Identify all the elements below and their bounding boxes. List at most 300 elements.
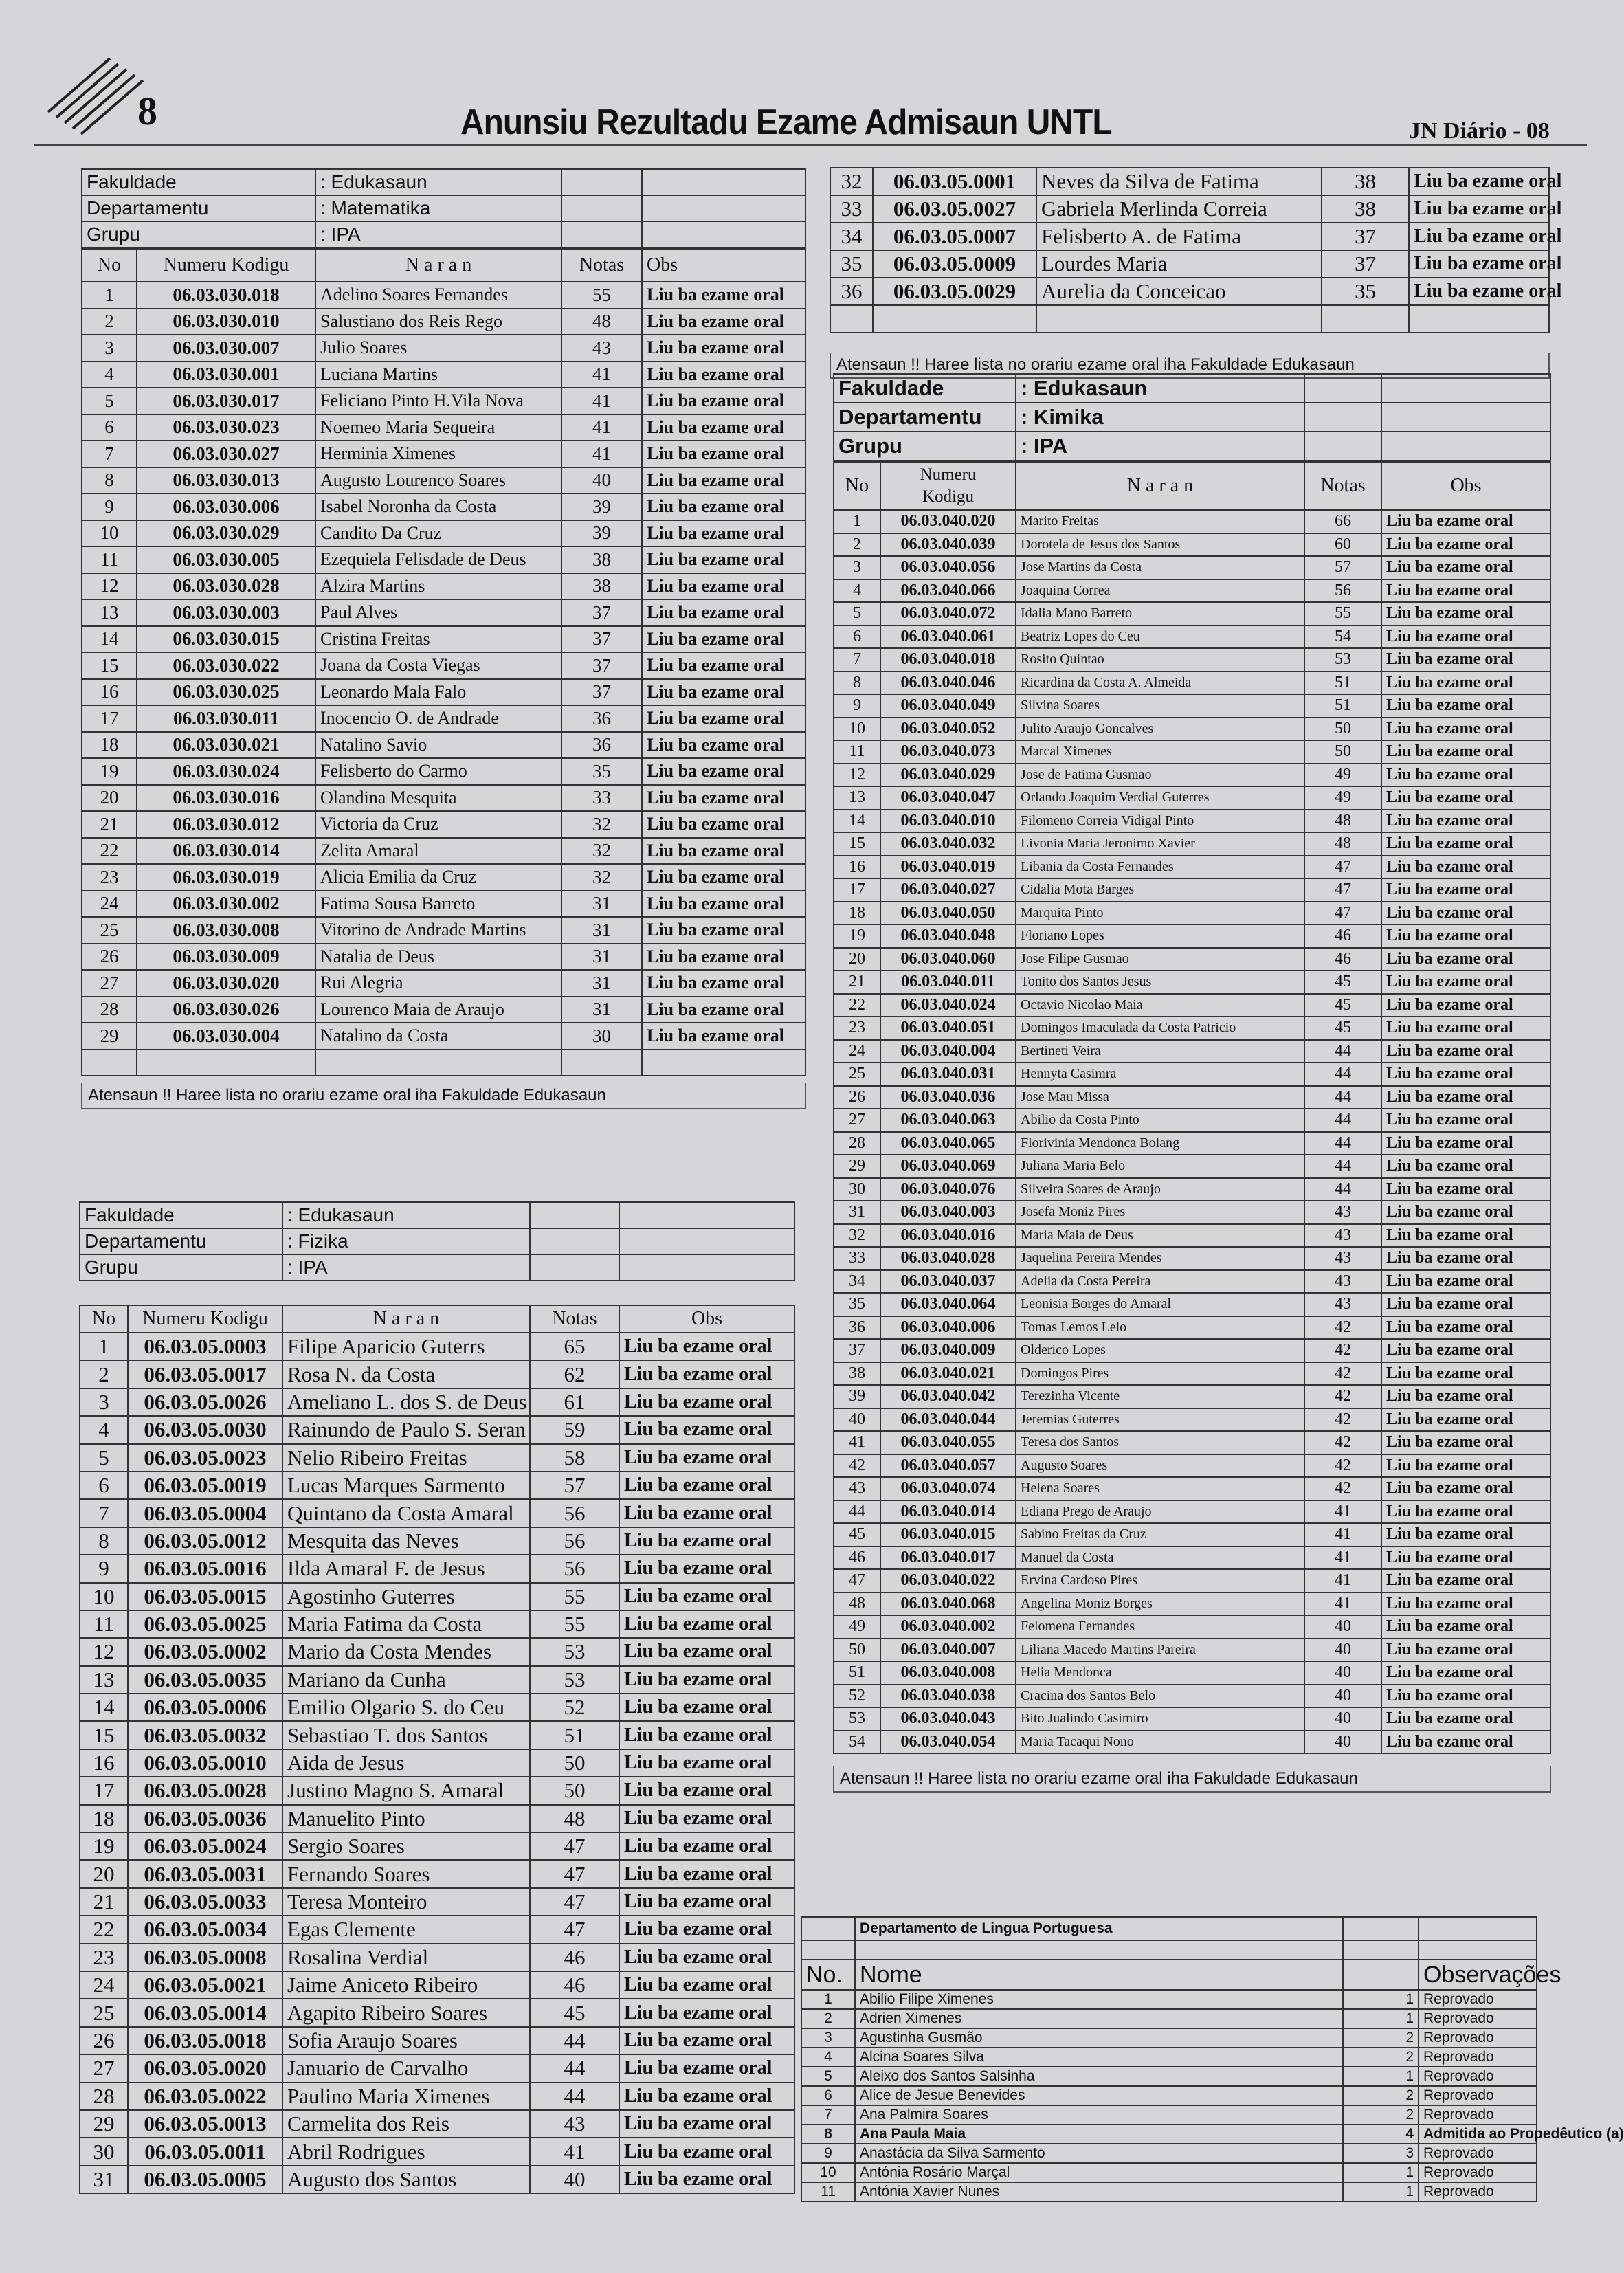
row-naran: Filomeno Correia Vidigal Pinto [1016, 810, 1304, 833]
row-codigo: 06.03.030.016 [137, 785, 315, 812]
empty-cell [137, 1050, 315, 1076]
row-no: 23 [80, 1944, 128, 1971]
row-naran: Silvina Soares [1016, 694, 1304, 718]
row-obs: Liu ba ezame oral [642, 282, 805, 309]
row-obs: Liu ba ezame oral [642, 573, 805, 600]
kimika-table [833, 461, 1551, 1754]
row-obs: Liu ba ezame oral [642, 891, 805, 918]
row-codigo: 06.03.05.0003 [128, 1333, 282, 1360]
row-naran: Ervina Cardoso Pires [1016, 1569, 1304, 1593]
table-row [80, 1638, 794, 1665]
row-codigo: 06.03.040.068 [880, 1593, 1016, 1616]
table-row [834, 1316, 1550, 1340]
row-no: 3 [834, 556, 880, 579]
row-no: 54 [834, 1731, 880, 1754]
row-codigo: 06.03.040.014 [880, 1500, 1016, 1524]
row-naran: Domingos Imaculada da Costa Patricio [1016, 1017, 1304, 1040]
meta-value: : IPA [282, 1254, 530, 1280]
row-codigo: 06.03.05.0020 [128, 2054, 282, 2082]
row-naran: Victoria da Cruz [315, 811, 561, 838]
row-naran: Octavio Nicolao Maia [1016, 994, 1304, 1017]
row-naran: Rosito Quintao [1016, 648, 1304, 672]
meta-empty [642, 195, 805, 221]
row-codigo: 06.03.040.029 [880, 764, 1016, 787]
header-rule [34, 144, 1587, 146]
row-obs: Liu ba ezame oral [619, 1944, 794, 1971]
meta-empty [642, 169, 805, 195]
row-notas: 52 [530, 1694, 619, 1721]
table-row [834, 672, 1550, 695]
table-row [834, 1385, 1550, 1408]
table-row [834, 1523, 1550, 1546]
row-naran: Jose Martins da Costa [1016, 556, 1304, 579]
row-codigo: 06.03.030.013 [137, 467, 315, 494]
row-no: 37 [834, 1339, 880, 1362]
row-naran: Nelio Ribeiro Freitas [282, 1444, 530, 1472]
row-naran: Maria Maia de Deus [1016, 1224, 1304, 1248]
table-row [82, 891, 805, 918]
row-notas: 47 [530, 1916, 619, 1943]
row-no: 22 [82, 838, 137, 865]
row-obs: Liu ba ezame oral [642, 626, 805, 653]
table-row [834, 1454, 1550, 1478]
row-notas: 53 [530, 1638, 619, 1665]
row-no: 9 [80, 1555, 128, 1582]
table-row [82, 811, 805, 838]
fizika-section [79, 1201, 795, 2194]
table-row [834, 1569, 1550, 1593]
row-nome: Antónia Xavier Nunes [855, 2182, 1343, 2202]
row-notas: 36 [561, 732, 642, 759]
row-naran: Libania da Costa Fernandes [1016, 856, 1304, 879]
row-naran: Felomena Fernandes [1016, 1615, 1304, 1639]
row-obs: Liu ba ezame oral [642, 944, 805, 971]
row-notas: 40 [561, 467, 642, 494]
row-notas: 31 [561, 944, 642, 971]
row-naran: Rainundo de Paulo S. Seran [282, 1416, 530, 1443]
row-obs: Liu ba ezame oral [619, 1832, 794, 1860]
row-codigo: 06.03.030.012 [137, 811, 315, 838]
row-no: 16 [834, 856, 880, 879]
table-row [82, 864, 805, 891]
meta-value: : Fizika [282, 1228, 530, 1254]
row-obs: Reprovado [1419, 2067, 1537, 2086]
row-no: 4 [801, 2048, 855, 2067]
row-obs: Liu ba ezame oral [1381, 1685, 1550, 1708]
row-codigo: 06.03.05.0019 [128, 1472, 282, 1499]
row-codigo: 06.03.040.055 [880, 1431, 1016, 1454]
row-notas: 41 [1304, 1500, 1381, 1524]
row-obs: Liu ba ezame oral [1381, 1661, 1550, 1685]
row-naran: Agapito Ribeiro Soares [282, 1999, 530, 2026]
row-notas: 44 [530, 2027, 619, 2054]
row-naran: Agostinho Guterres [282, 1583, 530, 1610]
row-notas: 44 [1304, 1040, 1381, 1063]
row-notas: 56 [530, 1499, 619, 1527]
row-naran: Livonia Maria Jeronimo Xavier [1016, 832, 1304, 856]
empty-cell [315, 1050, 561, 1076]
row-naran: Ameliano L. dos S. de Deus [282, 1388, 530, 1416]
row-obs: Liu ba ezame oral [619, 1555, 794, 1582]
row-codigo: 06.03.030.024 [137, 758, 315, 785]
table-row [801, 2067, 1537, 2086]
row-codigo: 06.03.030.011 [137, 705, 315, 732]
row-codigo: 06.03.030.029 [137, 520, 315, 547]
portuguesa-title-spacer-2 [1343, 1917, 1419, 1940]
row-naran: Fernando Soares [282, 1860, 530, 1887]
meta-row [80, 1228, 794, 1254]
row-obs: Reprovado [1419, 2105, 1537, 2125]
meta-row [82, 221, 805, 247]
row-no: 11 [82, 546, 137, 573]
row-no: 23 [834, 1017, 880, 1040]
row-obs: Liu ba ezame oral [1381, 579, 1550, 603]
row-obs: Liu ba ezame oral [1381, 1569, 1550, 1593]
row-no: 14 [834, 810, 880, 833]
row-notas: 44 [1304, 1086, 1381, 1109]
row-obs: Liu ba ezame oral [1381, 1040, 1550, 1063]
row-obs: Liu ba ezame oral [642, 838, 805, 865]
row-no: 13 [80, 1666, 128, 1694]
row-nota: 3 [1343, 2144, 1419, 2163]
table-row [834, 1339, 1550, 1362]
table-row [80, 2054, 794, 2082]
row-obs: Liu ba ezame oral [1381, 556, 1550, 579]
row-codigo: 06.03.05.0012 [128, 1527, 282, 1555]
row-naran: Herminia Ximenes [315, 441, 561, 467]
row-codigo: 06.03.030.004 [137, 1023, 315, 1050]
row-obs: Liu ba ezame oral [1381, 1431, 1550, 1454]
row-nome: Abilio Filipe Ximenes [855, 1990, 1343, 2009]
row-no: 34 [834, 1270, 880, 1294]
row-notas: 31 [561, 891, 642, 918]
table-row [82, 679, 805, 706]
kimika-meta [833, 373, 1551, 461]
table-row [834, 1017, 1550, 1040]
table-row [82, 441, 805, 467]
row-notas: 44 [1304, 1132, 1381, 1155]
table-row [834, 1178, 1550, 1201]
meta-empty [530, 1228, 619, 1254]
row-no: 16 [82, 679, 137, 706]
row-codigo: 06.03.05.0036 [128, 1805, 282, 1832]
row-no: 6 [80, 1472, 128, 1499]
row-no: 32 [830, 168, 873, 195]
table-row [80, 1749, 794, 1777]
row-codigo: 06.03.040.074 [880, 1477, 1016, 1500]
row-naran: Augusto dos Santos [282, 2166, 530, 2193]
row-no: 26 [80, 2027, 128, 2054]
row-naran: Quintano da Costa Amaral [282, 1499, 530, 1527]
col-naran: N a r a n [315, 249, 561, 282]
table-row [80, 1916, 794, 1943]
matematika-table [81, 248, 806, 1076]
fizika-meta [79, 1201, 795, 1281]
table-row [80, 2083, 794, 2110]
row-naran: Zelita Amaral [315, 838, 561, 865]
row-naran: Rosalina Verdial [282, 1944, 530, 1971]
table-row [834, 971, 1550, 994]
row-no: 50 [834, 1639, 880, 1662]
empty-row [830, 305, 1549, 333]
row-naran: Angelina Moniz Borges [1016, 1593, 1304, 1616]
row-no: 40 [834, 1408, 880, 1432]
table-row [834, 510, 1550, 533]
row-naran: Floriano Lopes [1016, 924, 1304, 948]
row-obs: Liu ba ezame oral [1409, 195, 1549, 223]
row-obs: Liu ba ezame oral [1381, 694, 1550, 718]
row-notas: 48 [1304, 832, 1381, 856]
row-codigo: 06.03.05.0010 [128, 1749, 282, 1777]
row-naran: Filipe Aparicio Guterrs [282, 1333, 530, 1360]
row-obs: Liu ba ezame oral [642, 520, 805, 547]
row-naran: Sabino Freitas da Cruz [1016, 1523, 1304, 1546]
row-no: 9 [82, 494, 137, 520]
row-naran: Salustiano dos Reis Rego [315, 309, 561, 335]
row-no: 4 [80, 1416, 128, 1443]
row-obs: Liu ba ezame oral [619, 1583, 794, 1610]
row-codigo: 06.03.05.0018 [128, 2027, 282, 2054]
row-obs: Liu ba ezame oral [1381, 1731, 1550, 1754]
table-row [80, 1694, 794, 1721]
row-no: 24 [80, 1971, 128, 1999]
table-row [834, 902, 1550, 925]
row-no: 19 [82, 758, 137, 785]
row-no: 28 [80, 2083, 128, 2110]
row-obs: Liu ba ezame oral [642, 811, 805, 838]
row-codigo: 06.03.040.022 [880, 1569, 1016, 1593]
row-notas: 31 [561, 917, 642, 944]
col-obs: Observações [1419, 1960, 1537, 1990]
row-naran: Ezequiela Felisdade de Deus [315, 546, 561, 573]
row-notas: 48 [1304, 810, 1381, 833]
row-notas: 45 [530, 1999, 619, 2026]
meta-key: Grupu [82, 221, 315, 247]
row-obs: Reprovado [1419, 2086, 1537, 2105]
row-naran: Julio Soares [315, 335, 561, 362]
row-notas: 43 [1304, 1247, 1381, 1270]
row-notas: 51 [1304, 672, 1381, 695]
row-codigo: 06.03.05.0001 [873, 168, 1036, 195]
row-notas: 44 [1304, 1155, 1381, 1178]
row-codigo: 06.03.040.076 [880, 1178, 1016, 1201]
row-naran: Jose de Fatima Gusmao [1016, 764, 1304, 787]
row-no: 36 [834, 1316, 880, 1340]
row-notas: 45 [1304, 994, 1381, 1017]
table-row [834, 832, 1550, 856]
row-codigo: 06.03.030.002 [137, 891, 315, 918]
row-no: 12 [834, 764, 880, 787]
row-nota: 1 [1343, 2163, 1419, 2182]
empty-cell [1409, 305, 1549, 333]
row-codigo: 06.03.040.060 [880, 948, 1016, 971]
row-obs: Liu ba ezame oral [1381, 832, 1550, 856]
row-nome: Adrien Ximenes [855, 2009, 1343, 2028]
row-obs: Liu ba ezame oral [1381, 902, 1550, 925]
meta-empty [530, 1254, 619, 1280]
table-row [80, 1610, 794, 1638]
row-naran: Feliciano Pinto H.Vila Nova [315, 388, 561, 414]
row-obs: Liu ba ezame oral [619, 1499, 794, 1527]
row-nota: 4 [1343, 2125, 1419, 2144]
row-naran: Lourdes Maria [1036, 250, 1322, 278]
meta-empty [1381, 432, 1550, 461]
row-notas: 41 [1304, 1569, 1381, 1593]
row-codigo: 06.03.040.064 [880, 1293, 1016, 1316]
row-codigo: 06.03.040.072 [880, 602, 1016, 625]
row-codigo: 06.03.05.0032 [128, 1721, 282, 1749]
row-nota: 1 [1343, 2182, 1419, 2202]
row-notas: 48 [530, 1805, 619, 1832]
row-obs: Liu ba ezame oral [619, 2166, 794, 2193]
table-row [80, 2166, 794, 2193]
row-notas: 37 [561, 599, 642, 626]
table-row [82, 944, 805, 971]
meta-empty [642, 221, 805, 247]
row-notas: 47 [530, 1860, 619, 1887]
row-notas: 38 [561, 546, 642, 573]
table-row [834, 924, 1550, 948]
row-notas: 42 [1304, 1316, 1381, 1340]
table-row [834, 1731, 1550, 1754]
row-obs: Liu ba ezame oral [619, 1638, 794, 1665]
row-naran: Ricardina da Costa A. Almeida [1016, 672, 1304, 695]
table-row [801, 1990, 1537, 2009]
row-codigo: 06.03.040.050 [880, 902, 1016, 925]
row-obs: Liu ba ezame oral [619, 1860, 794, 1887]
row-no: 8 [834, 672, 880, 695]
row-naran: Lourenco Maia de Araujo [315, 997, 561, 1023]
table-row [80, 2110, 794, 2138]
table-row [82, 335, 805, 362]
fizika-note: Atensaun !! Haree lista no orariu ezame oral iha Fakuldade Edukasaun [830, 353, 1550, 379]
row-naran: Alicia Emilia da Cruz [315, 864, 561, 891]
row-naran: Juliana Maria Belo [1016, 1155, 1304, 1178]
row-naran: Jaime Aniceto Ribeiro [282, 1971, 530, 1999]
row-notas: 65 [530, 1333, 619, 1360]
row-nome: Anastácia da Silva Sarmento [855, 2144, 1343, 2163]
row-no: 47 [834, 1569, 880, 1593]
row-obs: Liu ba ezame oral [1381, 786, 1550, 810]
table-row [801, 2009, 1537, 2028]
row-naran: Mario da Costa Mendes [282, 1638, 530, 1665]
row-obs: Liu ba ezame oral [619, 1666, 794, 1694]
row-codigo: 06.03.030.025 [137, 679, 315, 706]
row-notas: 38 [561, 573, 642, 600]
row-codigo: 06.03.040.066 [880, 579, 1016, 603]
table-row [82, 626, 805, 653]
col-no: No [82, 249, 137, 282]
row-obs: Liu ba ezame oral [642, 546, 805, 573]
row-no: 6 [834, 625, 880, 649]
row-naran: Augusto Soares [1016, 1454, 1304, 1478]
col-no: No. [801, 1960, 855, 1990]
row-naran: Alzira Martins [315, 573, 561, 600]
table-row [834, 1293, 1550, 1316]
meta-key: Fakuldade [80, 1202, 282, 1228]
row-no: 5 [801, 2067, 855, 2086]
col-obs: Obs [619, 1305, 794, 1333]
col-codigo: Numeru Kodigu [137, 249, 315, 282]
row-obs: Liu ba ezame oral [1381, 1523, 1550, 1546]
table-row [82, 732, 805, 759]
row-notas: 55 [530, 1583, 619, 1610]
row-naran: Luciana Martins [315, 362, 561, 388]
row-obs: Liu ba ezame oral [619, 1721, 794, 1749]
meta-row [834, 403, 1550, 432]
row-obs: Liu ba ezame oral [1381, 625, 1550, 649]
table-row [82, 652, 805, 679]
row-naran: Candito Da Cruz [315, 520, 561, 547]
row-nota: 2 [1343, 2105, 1419, 2125]
row-naran: Paulino Maria Ximenes [282, 2083, 530, 2110]
row-naran: Domingos Pires [1016, 1362, 1304, 1386]
row-codigo: 06.03.040.039 [880, 533, 1016, 557]
table-row [834, 625, 1550, 649]
row-naran: Maria Tacaqui Nono [1016, 1731, 1304, 1754]
row-no: 18 [82, 732, 137, 759]
row-codigo: 06.03.040.009 [880, 1339, 1016, 1362]
table-row [80, 1888, 794, 1916]
row-no: 42 [834, 1454, 880, 1478]
row-no: 14 [80, 1694, 128, 1721]
portuguesa-title: Departamento de Lingua Portuguesa [855, 1917, 1343, 1940]
row-no: 12 [82, 573, 137, 600]
row-naran: Augusto Lourenco Soares [315, 467, 561, 494]
row-codigo: 06.03.05.0026 [128, 1388, 282, 1416]
row-obs: Reprovado [1419, 2048, 1537, 2067]
row-notas: 42 [1304, 1477, 1381, 1500]
row-naran: Marcal Ximenes [1016, 740, 1304, 764]
row-notas: 40 [530, 2166, 619, 2193]
empty-cell [82, 1050, 137, 1076]
row-codigo: 06.03.040.015 [880, 1523, 1016, 1546]
row-notas: 41 [1304, 1546, 1381, 1570]
row-obs: Liu ba ezame oral [619, 2027, 794, 2054]
row-nota: 1 [1343, 2009, 1419, 2028]
row-naran: Bito Jualindo Casimiro [1016, 1707, 1304, 1731]
row-notas: 41 [561, 362, 642, 388]
table-row [82, 414, 805, 441]
row-no: 13 [834, 786, 880, 810]
row-naran: Hennyta Casimra [1016, 1063, 1304, 1086]
table-row [834, 1063, 1550, 1086]
table-row [830, 278, 1549, 305]
row-notas: 42 [1304, 1362, 1381, 1386]
row-obs: Liu ba ezame oral [1381, 533, 1550, 557]
row-notas: 35 [561, 758, 642, 785]
row-no: 31 [80, 2166, 128, 2193]
row-obs: Liu ba ezame oral [1381, 672, 1550, 695]
meta-empty [1381, 374, 1550, 403]
col-codigo-line2: Kodigu [922, 487, 974, 506]
row-notas: 41 [1304, 1523, 1381, 1546]
row-codigo: 06.03.05.0035 [128, 1666, 282, 1694]
row-obs: Liu ba ezame oral [1381, 718, 1550, 741]
row-notas: 47 [530, 1888, 619, 1916]
portuguesa-empty-row [801, 1940, 1537, 1960]
row-no: 15 [82, 652, 137, 679]
row-naran: Rosa N. da Costa [282, 1360, 530, 1388]
row-naran: Jose Filipe Gusmao [1016, 948, 1304, 971]
table-row [834, 533, 1550, 557]
table-row [834, 1040, 1550, 1063]
row-notas: 39 [561, 494, 642, 520]
row-obs: Reprovado [1419, 2144, 1537, 2163]
table-row [834, 1224, 1550, 1248]
row-naran: Inocencio O. de Andrade [315, 705, 561, 732]
row-codigo: 06.03.040.024 [880, 994, 1016, 1017]
